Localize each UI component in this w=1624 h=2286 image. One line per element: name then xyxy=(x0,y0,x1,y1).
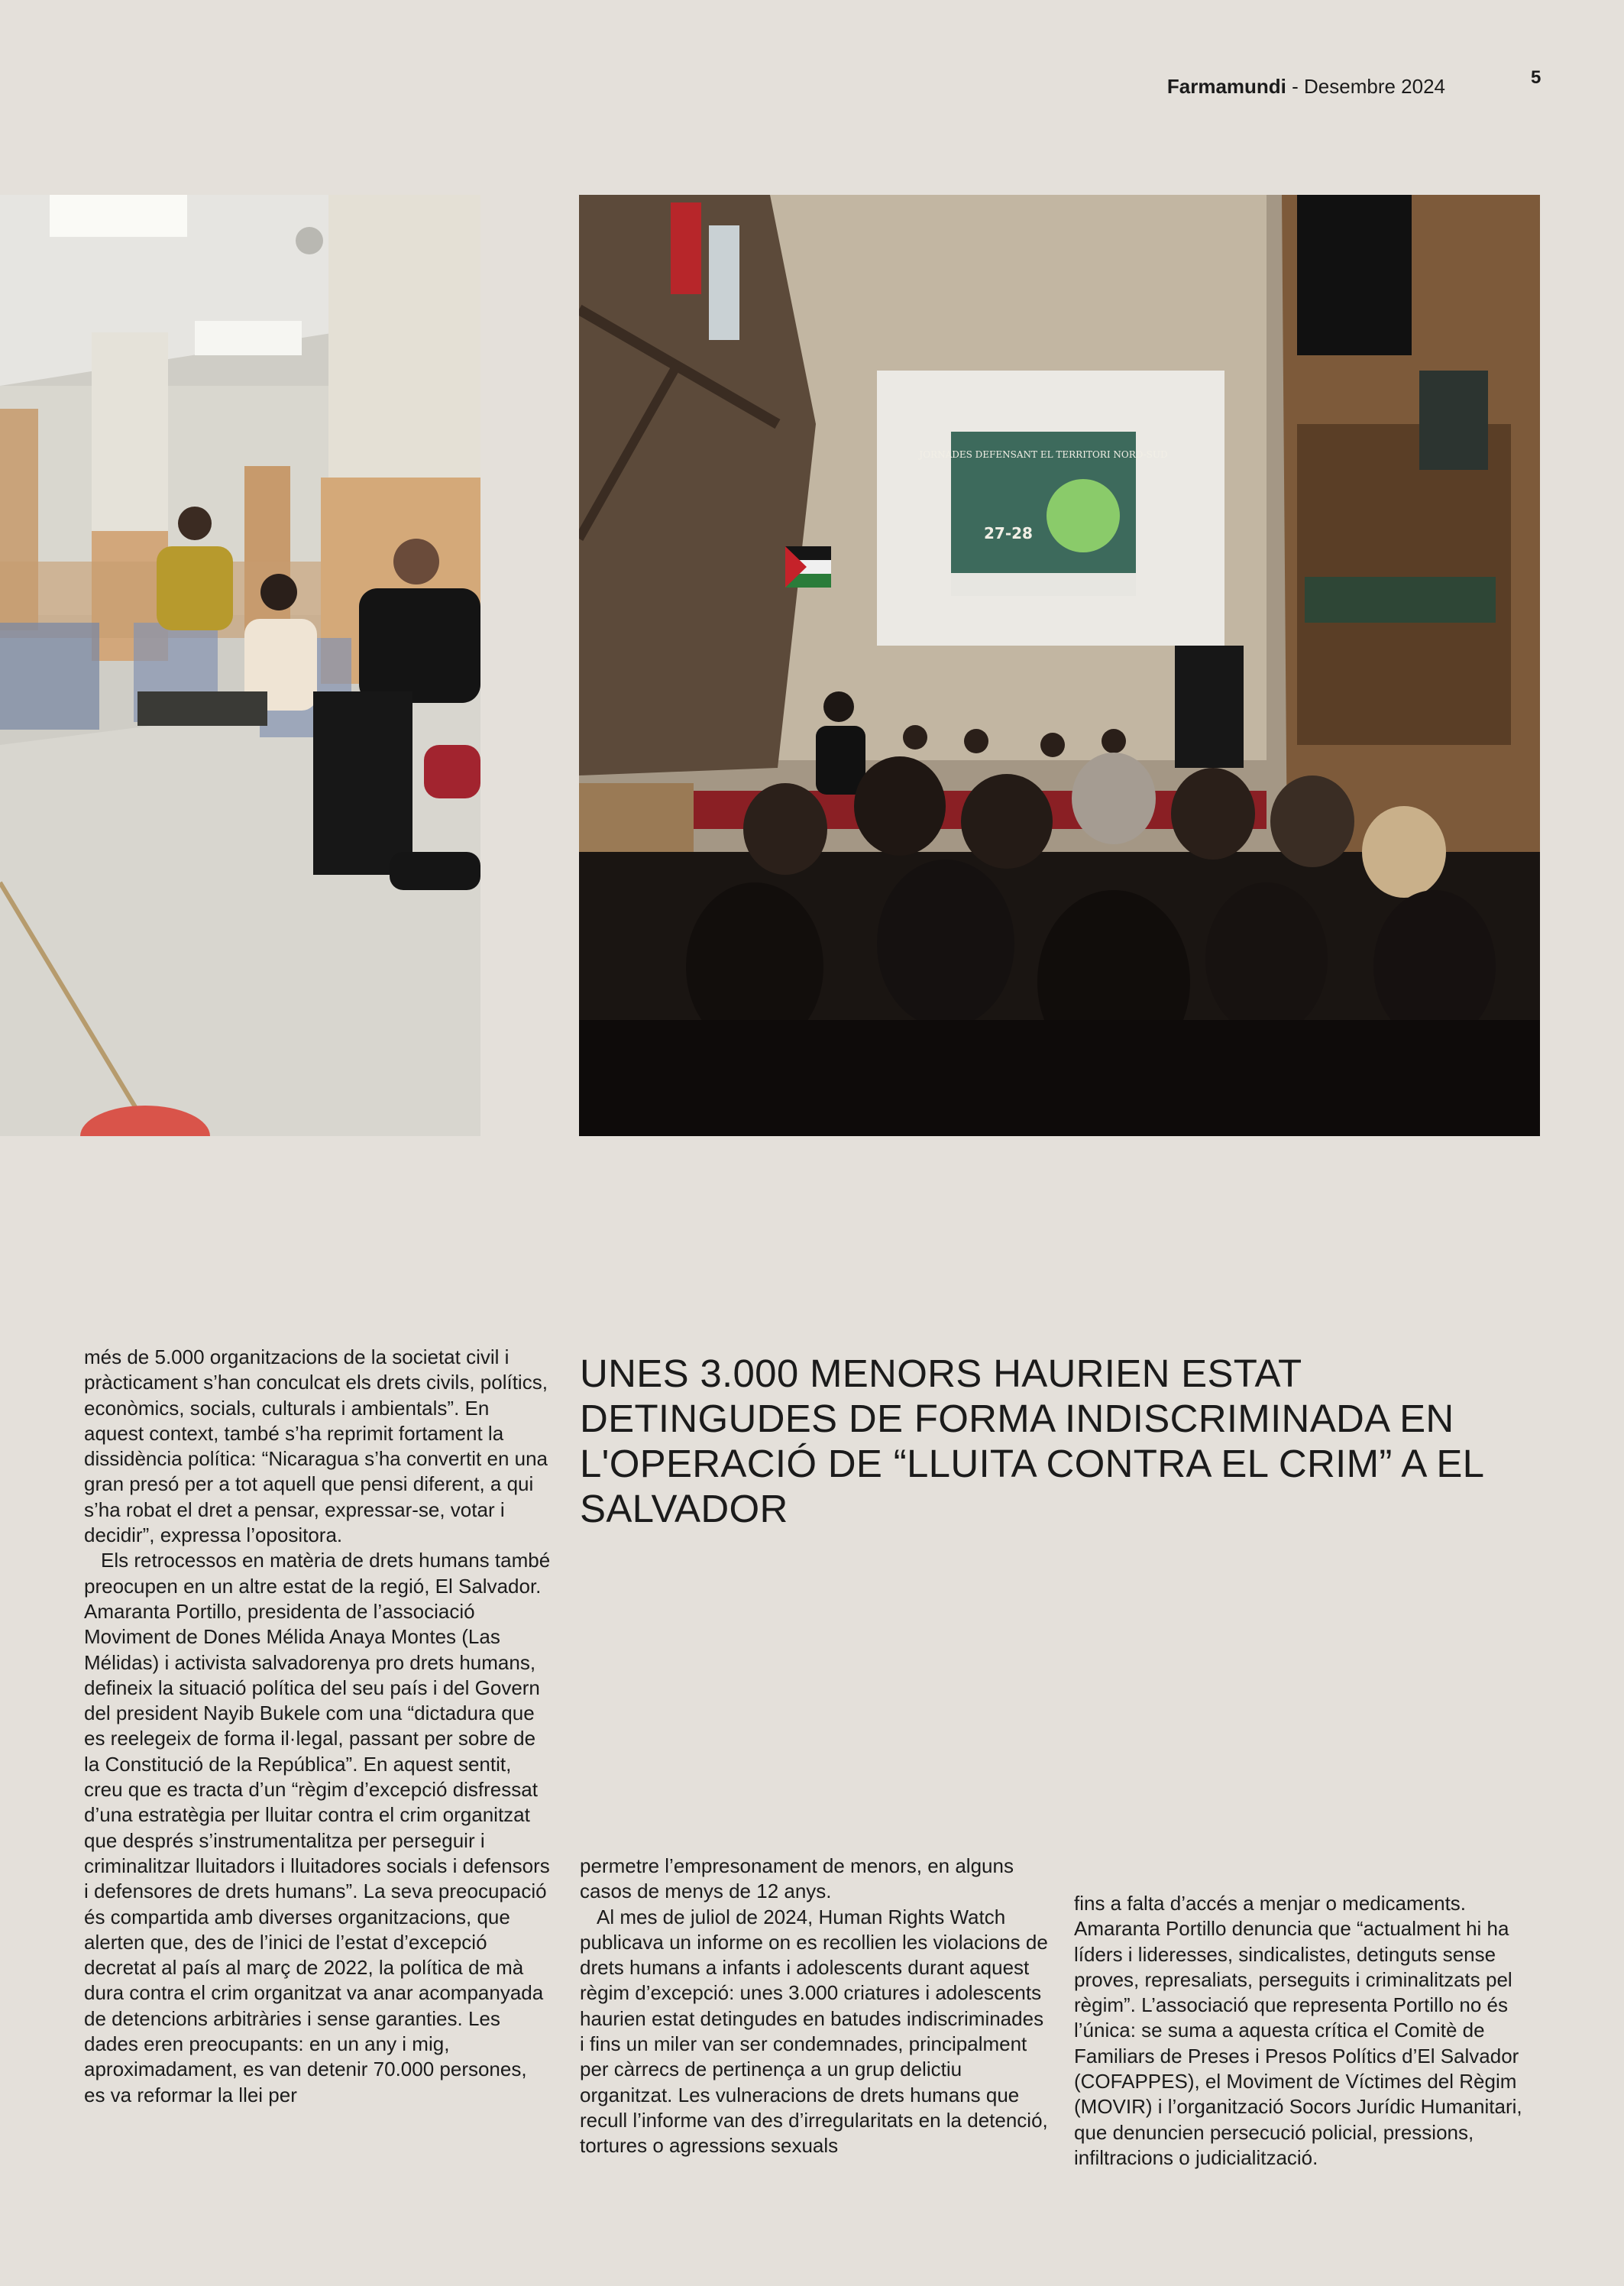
header-separator: - xyxy=(1286,75,1304,98)
slide-title: JORNADES DEFENSANT EL TERRITORI NORD-SUD xyxy=(919,449,1168,460)
paragraph: fins a falta d’accés a menjar o medicaments. Amaranta Portillo denuncia que “actualment hi ha líders i lideresses, sindicalistes, detinguts sense proves, represaliats, perseguits i criminalitzats pel règim”. L’associació que representa Portillo no és l’única: se suma a aquesta crítica el Comitè de Familiars de Preses i Presos Polítics d’El Salvador (COFAPPES), el Moviment de Víctimes del Règim (MOVIR) i l’organització Socors Jurídic Humanitari, que denuncien persecució policial, pressions, infiltracions o judicialització. xyxy=(1074,1892,1522,2169)
header-date: Desembre 2024 xyxy=(1304,75,1445,98)
paragraph: més de 5.000 organitzacions de la societat civil i pràcticament s’han conculcat els drets civils, polítics, econòmics, socials, culturals i ambientals”. En aquest context, també s’ha reprimit fortament la dissidència política: “Nicaragua s’ha convertit en una gran presó per a tot aquell que pensi diferent, a qui s’ha robat el dret a pensar, expressar-se, votar i decidir”, expressa l’opositora. xyxy=(84,1345,548,1547)
header-brand: Farmamundi xyxy=(1166,75,1286,98)
meeting-room-icon xyxy=(0,195,480,1136)
page-header xyxy=(1167,75,1445,99)
section-headline: UNES 3.000 MENORS HAURIEN ESTAT DETINGUDES DE FORMA INDISCRIMINADA EN L'OPERACIÓ DE “LLUITA CONTRA EL CRIM” A EL SALVADOR xyxy=(580,1352,1483,1530)
text-column-3 xyxy=(1074,1891,1545,2171)
paragraph: Els retrocessos en matèria de drets humans també preocupen en un altre estat de la regió, El Salvador. Amaranta Portillo, presidenta de l’associació Moviment de Dones Mélida Anaya Montes (Las Mélidas) i activista salvadorenya pro drets humans, defineix la situació política del seu país i del Govern del president Nayib Bukele com una “dictadura que es reelegeix de forma il·legal, passant per sobre de la Constitució de la República”. En aquest sentit, creu que es tracta d’un “règim d’excepció disfressat d’una estratègia per lluitar contra el crim organitzat que després s’instrumentalitza per perseguir i criminalitzar lluitadors i lluitadores socials i defensors i defensores de drets humans”. La seva preocupació és compartida amb diverses organitzacions, que alerten que, des de l’inici de l’estat d’excepció decretat al país al març de 2022, la política de mà dura contra el crim organitzat va anar acompanyada de detencions arbitràries i sense garanties. Les dades eren preocupants: en un any i mig, aproximadament, es van detenir 70.000 persones, es va reformar la llei per xyxy=(84,1549,551,2106)
text-column-2 xyxy=(580,1854,1050,2159)
paragraph: permetre l’empresonament de menors, en alguns casos de menys de 12 anys. xyxy=(580,1854,1014,1903)
page-number: 5 xyxy=(1531,67,1542,88)
meeting-room-photo xyxy=(0,195,480,1136)
paragraph: Al mes de juliol de 2024, Human Rights Watch publicava un informe on es recollien les violacions de drets humans a infants i adolescents durant aquest règim d’excepció: unes 3.000 criatures i adolescents haurien estat detingudes en batudes indiscriminades i fins un miler van ser condemnades, principalment per càrrecs de pertinença a un grup delictiu organitzat. Les vulneracions de drets humans que recull l’informe van des d’irregularitats en la detenció, tortures o agressions sexuals xyxy=(580,1905,1048,2158)
conference-event-icon xyxy=(579,195,1540,1136)
text-column-1 xyxy=(84,1345,552,2108)
conference-event-photo xyxy=(579,195,1540,1136)
slide-dates: 27-28 xyxy=(984,524,1033,542)
